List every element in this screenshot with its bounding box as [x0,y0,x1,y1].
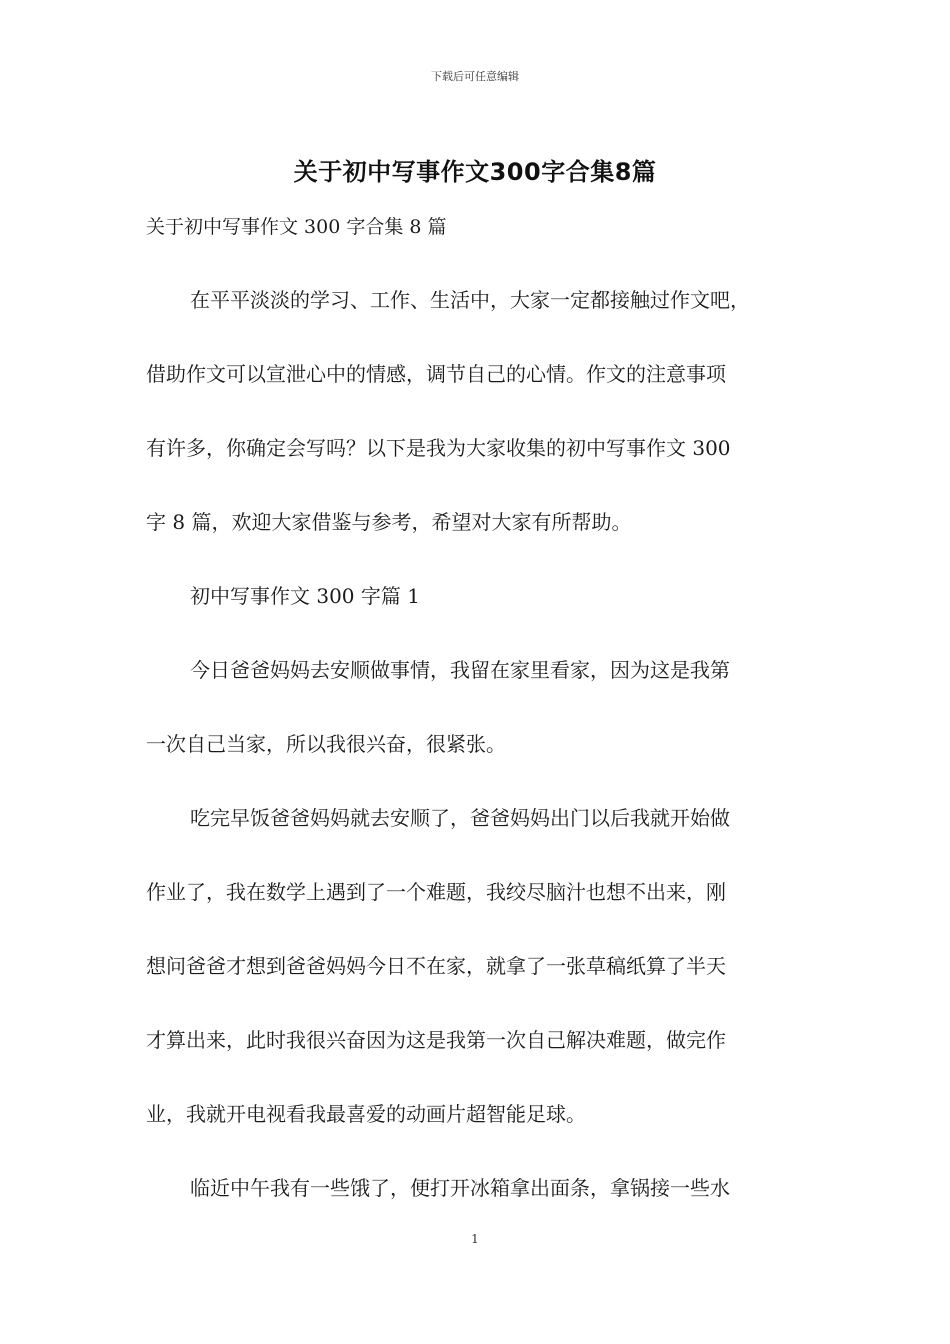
text-line: 有许多，你确定会写吗？以下是我为大家收集的初中写事作文 300 [146,436,731,460]
text-line: 字 8 篇，欢迎大家借鉴与参考，希望对大家有所帮助。 [146,510,632,534]
text-line: 临近中午我有一些饿了，便打开冰箱拿出面条，拿锅接一些水 [190,1176,730,1200]
document-title: 关于初中写事作文300字合集8篇 [293,158,657,186]
text-line: 才算出来，此时我很兴奋因为这是我第一次自己解决难题，做完作 [146,1028,726,1052]
document-body [146,263,826,1225]
text-line: 作业了，我在数学上遇到了一个难题，我绞尽脑汁也想不出来，刚 [146,880,726,904]
text-line: 想问爸爸才想到爸爸妈妈今日不在家，就拿了一张草稿纸算了半天 [146,954,726,978]
text-line: 一次自己当家，所以我很兴奋，很紧张。 [146,732,506,756]
page-number: 1 [471,1232,479,1246]
header-note: 下载后可任意编辑 [431,70,519,83]
text-line: 今日爸爸妈妈去安顺做事情，我留在家里看家，因为这是我第 [190,658,730,682]
text-line: 吃完早饭爸爸妈妈就去安顺了，爸爸妈妈出门以后我就开始做 [190,806,730,830]
text-line: 初中写事作文 300 字篇 1 [190,584,420,608]
text-line: 借助作文可以宣泄心中的情感，调节自己的心情。作文的注意事项 [146,362,726,386]
text-line: 业，我就开电视看我最喜爱的动画片超智能足球。 [146,1102,586,1126]
text-line: 在平平淡淡的学习、工作、生活中，大家一定都接触过作文吧， [190,288,750,312]
document-subtitle: 关于初中写事作文 300 字合集 8 篇 [146,216,447,238]
